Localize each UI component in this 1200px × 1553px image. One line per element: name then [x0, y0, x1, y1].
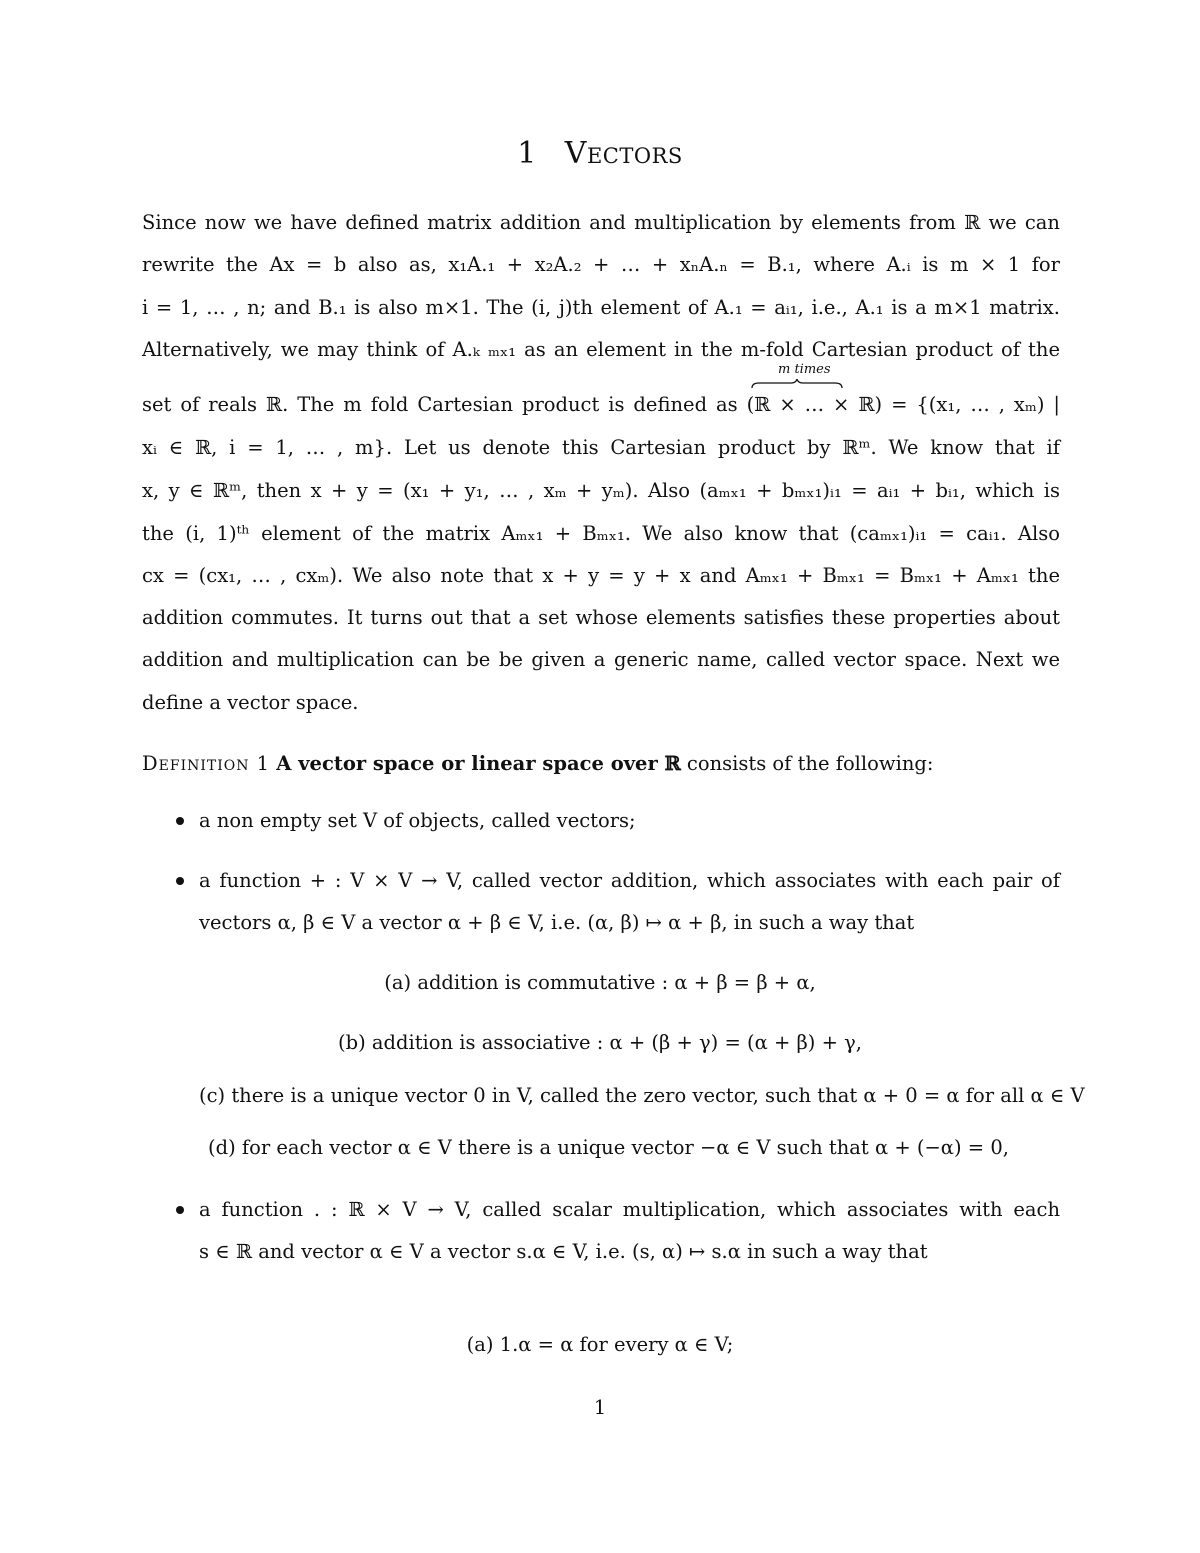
property-c: (c) there is a unique vector 0 in V, called the zero vector, such that α + 0 = α for all α ∈ V	[199, 1084, 1085, 1107]
definition-rest: consists of the following:	[686, 752, 934, 775]
paragraph-line-2: rewrite the Ax = b also as, x₁A.₁ + x₂A.₂ + … + xₙA.ₙ = B.₁, where A.ᵢ is m × 1 for	[142, 253, 1060, 276]
property-a: (a) addition is commutative : α + β = β + α,	[384, 971, 816, 994]
definition-label: Definition 1	[142, 752, 271, 775]
bullet-2-line-2: vectors α, β ∈ V a vector α + β ∈ V, i.e. (α, β) ↦ α + β, in such a way that	[199, 911, 915, 934]
paragraph-line-8: the (i, 1)ᵗʰ element of the matrix Aₘₓ₁ + Bₘₓ₁. We also know that (caₘₓ₁)ᵢ₁ = caᵢ₁. Also	[142, 522, 1060, 545]
paragraph-line-7: x, y ∈ ℝᵐ, then x + y = (x₁ + y₁, … , xₘ + yₘ). Also (aₘₓ₁ + bₘₓ₁)ᵢ₁ = aᵢ₁ + bᵢ₁, which is	[142, 479, 1060, 502]
bullet-1-text: a non empty set V of objects, called vectors;	[199, 809, 636, 832]
section-title: Vectors	[564, 136, 683, 171]
section-heading	[0, 136, 1200, 171]
overbrace	[751, 379, 843, 389]
bullet-icon	[174, 875, 186, 887]
property-b: (b) addition is associative : α + (β + γ) = (α + β) + γ,	[338, 1031, 862, 1054]
paragraph-line-6: xᵢ ∈ ℝ, i = 1, … , m}. Let us denote this Cartesian product by ℝᵐ. We know that if	[142, 436, 1060, 459]
bullet-3-line-1: a function . : ℝ × V → V, called scalar multiplication, which associates with each	[199, 1198, 1060, 1221]
paragraph-line-5: set of reals ℝ. The m fold Cartesian product is defined as (ℝ × … × ℝ) = {(x₁, … , xₘ) |	[142, 393, 1060, 416]
bullet-icon	[174, 815, 186, 827]
page-number: 1	[593, 1396, 607, 1419]
bullet-2-line-1: a function + : V × V → V, called vector addition, which associates with each pair of	[199, 869, 1060, 892]
paragraph-line-10: addition commutes. It turns out that a set whose elements satisfies these properties about	[142, 606, 1060, 629]
paragraph-line-3: i = 1, … , n; and B.₁ is also m×1. The (i, j)th element of A.₁ = aᵢ₁, i.e., A.₁ is a m×1 matrix.	[142, 296, 1060, 319]
overbrace-label: m times	[778, 362, 831, 377]
paragraph-line-1: Since now we have defined matrix addition and multiplication by elements from ℝ we can	[142, 211, 1060, 234]
definition-line	[142, 751, 1060, 777]
bullet-icon	[174, 1204, 186, 1216]
bullet-3-line-2: s ∈ ℝ and vector α ∈ V a vector s.α ∈ V, i.e. (s, α) ↦ s.α in such a way that	[199, 1240, 928, 1263]
definition-term: A vector space or linear space over ℝ	[276, 752, 681, 775]
paragraph-line-4: Alternatively, we may think of A.ₖ ₘₓ₁ as an element in the m-fold Cartesian product of the	[142, 338, 1060, 361]
property-d: (d) for each vector α ∈ V there is a unique vector −α ∈ V such that α + (−α) = 0,	[208, 1136, 1009, 1159]
paragraph-line-12: define a vector space.	[142, 691, 359, 714]
scalar-property-a: (a) 1.α = α for every α ∈ V;	[466, 1333, 734, 1356]
section-number: 1	[517, 136, 537, 171]
paragraph-line-9: cx = (cx₁, … , cxₘ). We also note that x + y = y + x and Aₘₓ₁ + Bₘₓ₁ = Bₘₓ₁ + Aₘₓ₁ the	[142, 564, 1060, 587]
paragraph-line-11: addition and multiplication can be be given a generic name, called vector space. Next we	[142, 648, 1060, 671]
